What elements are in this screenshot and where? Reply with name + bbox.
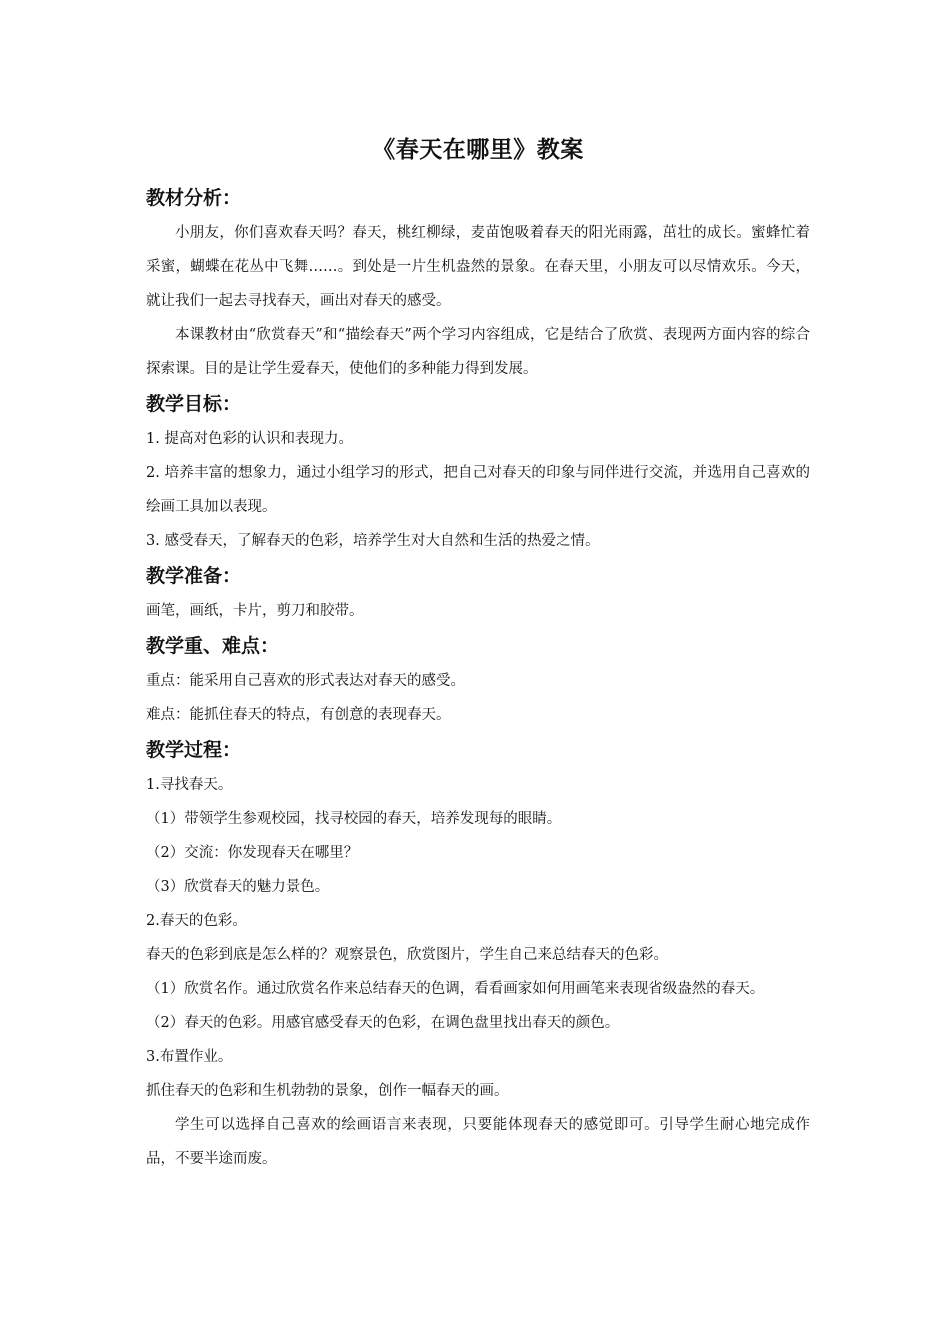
list-item: （2）春天的色彩。用感官感受春天的色彩，在调色盘里找出春天的颜色。 bbox=[146, 1015, 620, 1031]
paragraph: 春天的色彩到底是怎么样的？观察景色，欣赏图片，学生自己来总结春天的色彩。 bbox=[146, 947, 668, 963]
list-item: （1）欣赏名作。通过欣赏名作来总结春天的色调，看看画家如何用画笔来表现省级盎然的春天。 bbox=[146, 981, 765, 997]
paragraph: 学生可以选择自己喜欢的绘画语言来表现，只要能体现春天的感觉即可。引导学生耐心地完成作品，不要半途而废。 bbox=[146, 1117, 810, 1167]
paragraph: 小朋友，你们喜欢春天吗？春天，桃红柳绿，麦苗饱吸着春天的阳光雨露，茁壮的成长。蜜蜂忙着采蜜，蝴蝶在花丛中飞舞……。到处是一片生机盎然的景象。在春天里，小朋友可以尽情欢乐。今天，就让我们一起去寻找春天，画出对春天的感受。 bbox=[146, 225, 810, 309]
paragraph: 本课教材由“欣赏春天”和“描绘春天”两个学习内容组成，它是结合了欣赏、表现两方面内容的综合探索课。目的是让学生爱春天，使他们的多种能力得到发展。 bbox=[146, 327, 810, 377]
section-heading: 教学过程： bbox=[146, 739, 242, 761]
list-item: （3）欣赏春天的魅力景色。 bbox=[146, 879, 330, 895]
list-item: （1）带领学生参观校园，找寻校园的春天，培养发现每的眼睛。 bbox=[146, 811, 562, 827]
list-item: （2）交流：你发现春天在哪里？ bbox=[146, 845, 359, 861]
list-item: 2. 培养丰富的想象力，通过小组学习的形式，把自己对春天的印象与同伴进行交流，并选用自己喜欢的绘画工具加以表现。 bbox=[146, 465, 810, 515]
section-textbook-analysis bbox=[146, 180, 810, 386]
section-teaching-preparation bbox=[146, 558, 810, 628]
paragraph: 重点：能采用自己喜欢的形式表达对春天的感受。 bbox=[146, 673, 465, 689]
step-heading: 2.春天的色彩。 bbox=[146, 913, 247, 929]
list-item: 1. 提高对色彩的认识和表现力。 bbox=[146, 431, 353, 447]
document-title: 《春天在哪里》教案 bbox=[372, 137, 584, 163]
section-heading: 教学准备： bbox=[146, 565, 242, 587]
step-heading: 1.寻找春天。 bbox=[146, 777, 233, 793]
paragraph: 画笔，画纸，卡片，剪刀和胶带。 bbox=[146, 603, 364, 619]
section-heading: 教学目标： bbox=[146, 393, 242, 415]
list-item: 3. 感受春天，了解春天的色彩，培养学生对大自然和生活的热爱之情。 bbox=[146, 533, 600, 549]
step-heading: 3.布置作业。 bbox=[146, 1049, 233, 1065]
section-heading: 教材分析： bbox=[146, 187, 242, 209]
document-page bbox=[146, 128, 810, 1176]
section-teaching-process bbox=[146, 732, 810, 1176]
section-heading: 教学重、难点： bbox=[146, 635, 280, 657]
paragraph: 难点：能抓住春天的特点，有创意的表现春天。 bbox=[146, 707, 451, 723]
section-key-points bbox=[146, 628, 810, 732]
section-teaching-goals bbox=[146, 386, 810, 558]
paragraph: 抓住春天的色彩和生机勃勃的景象，创作一幅春天的画。 bbox=[146, 1083, 509, 1099]
